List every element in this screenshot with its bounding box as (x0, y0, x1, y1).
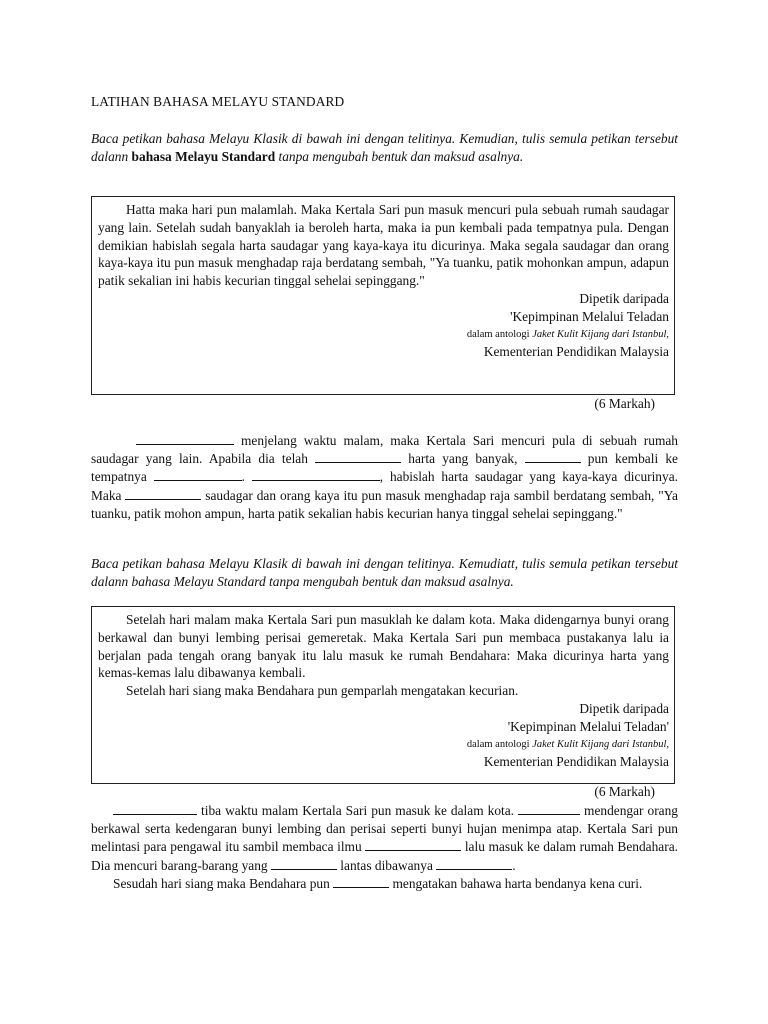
answer-blank[interactable] (125, 487, 201, 500)
answer-text: harta yang banyak, (401, 451, 525, 467)
answer-text: lantas dibawanya (336, 857, 437, 873)
instruction-1 (91, 130, 678, 165)
answer-text: saudagar dan orang kaya itu pun masuk menghadap raja sambil berdatang sembah, "Ya tuanku, patik mohon ampun, harta patik sekalian habis kecurian hanya tinggal sehelai sepinggang." (91, 487, 678, 521)
page-title: LATIHAN BAHASA MELAYU STANDARD (91, 94, 345, 109)
answer-1 (91, 432, 678, 523)
source-line-4: Kementerian Pendidikan Malaysia (483, 343, 669, 359)
answer-blank[interactable] (365, 838, 461, 851)
source-line-1: Dipetik daripada (579, 290, 669, 306)
answer-2 (91, 802, 678, 893)
passage-2-text-2: Setelah hari siang maka Bendahara pun gemparlah mengatakan kecurian. (126, 683, 519, 699)
instruction-1-text-end: tanpa mengubah bentuk dan maksud asalnya. (275, 148, 524, 164)
source-line-3 (98, 326, 669, 343)
source-line-1: Dipetik daripada (579, 700, 669, 716)
answer-text: . (241, 469, 252, 485)
marks-1: (6 Markah) (594, 396, 655, 411)
answer-text: menjelang waktu malam, maka Kertala Sari mencuri pula di sebuah rumah saudagar yang lain. Apabila dia telah (91, 433, 678, 467)
answer-text: tiba waktu malam Kertala Sari pun masuk ke dalam kota. (197, 803, 519, 818)
passage-box-1 (91, 196, 675, 395)
answer-text: Sesudah hari siang maka Bendahara pun (113, 875, 334, 891)
source-anthology-title: Jaket Kulit Kijang dari Istanbul, (532, 328, 669, 340)
answer-text: , habislah harta saudagar yang kaya-kaya dicurinya. Maka (91, 469, 678, 503)
answer-blank[interactable] (154, 468, 242, 481)
passage-1-text: Hatta maka hari pun malamlah. Maka Kertala Sari pun masuk mencuri pula sebuah rumah saudagar yang lain. Setelah sudah banyaklah ia beroleh harta, maka ia pun kembali pada tempatnya pula. Dengan demikian habislah segala harta saudagar yang kaya-kaya itu dicurinya. Maka segala saudagar dan orang kaya-kaya itu pun masuk menghadap raja berdatang sembah, "Ya tuanku, patik mohonkan ampun, adapun patik sekalian ini habis kecurian tinggal sehelai sepinggang." (98, 202, 669, 289)
answer-text: . (512, 857, 516, 873)
source-line-2: 'Kepimpinan Melalui Teladan (510, 308, 669, 324)
answer-blank[interactable] (436, 857, 512, 870)
source-anthology-title: Jaket Kulit Kijang dari Istanbul, (532, 738, 669, 750)
instruction-1-text: Baca petikan bahasa Melayu Klasik di bawah ini dengan telitinya. Kemudian, tulis semula petikan tersebut dalann (91, 131, 678, 164)
marks-2: (6 Markah) (594, 784, 655, 799)
answer-blank[interactable] (518, 802, 580, 815)
passage-box-2 (91, 606, 675, 784)
source-line-3 (98, 736, 669, 753)
answer-blank[interactable] (113, 802, 197, 815)
instruction-2: Baca petikan bahasa Melayu Klasik di bawah ini dengan telitinya. Kemudiatt, tulis semula petikan tersebut dalann bahasa Melayu Standard tanpa mengubah bentuk dan maksud asalnya. (91, 556, 678, 589)
source-line-4: Kementerian Pendidikan Malaysia (483, 753, 669, 769)
answer-text: mendengar orang berkawal serta kedengaran bunyi lembing dan perisai seperti bunyi hujan menimpa atap. Kertala Sari pun melintasi para pengawal itu sambil membaca ilmu (91, 803, 679, 855)
answer-blank[interactable] (271, 857, 337, 870)
answer-text: lalu masuk ke dalam rumah Bendahara. Dia mencuri barang-barang yang (91, 839, 678, 873)
answer-blank[interactable] (525, 450, 581, 463)
passage-2-text: Setelah hari malam maka Kertala Sari pun masuklah ke dalam kota. Maka didengarnya bunyi orang berkawal dan bunyi lembing perisai gemeretak. Maka Kertala Sari pun membaca pustakanya lalu ia berjalan pada tengah orang banyak itu lalu masuk ke rumah Bendahara: Maka dicurinya harta yang kemas-kemas lalu dibawanya kembali. (98, 612, 669, 681)
source-anthology-label: dalam antologi (466, 328, 533, 340)
answer-blank[interactable] (333, 875, 389, 888)
answer-blank[interactable] (136, 432, 234, 445)
instruction-1-bold: bahasa Melayu Standard (131, 148, 276, 164)
answer-text: mengatakan bahawa harta bendanya kena curi. (389, 875, 643, 891)
answer-blank[interactable] (315, 450, 401, 463)
source-anthology-label: dalam antologi (466, 738, 533, 750)
answer-blank[interactable] (252, 468, 380, 481)
source-line-2: 'Kepimpinan Melalui Teladan' (507, 718, 669, 734)
answer-text: pun kembali ke tempatnya (91, 451, 678, 485)
